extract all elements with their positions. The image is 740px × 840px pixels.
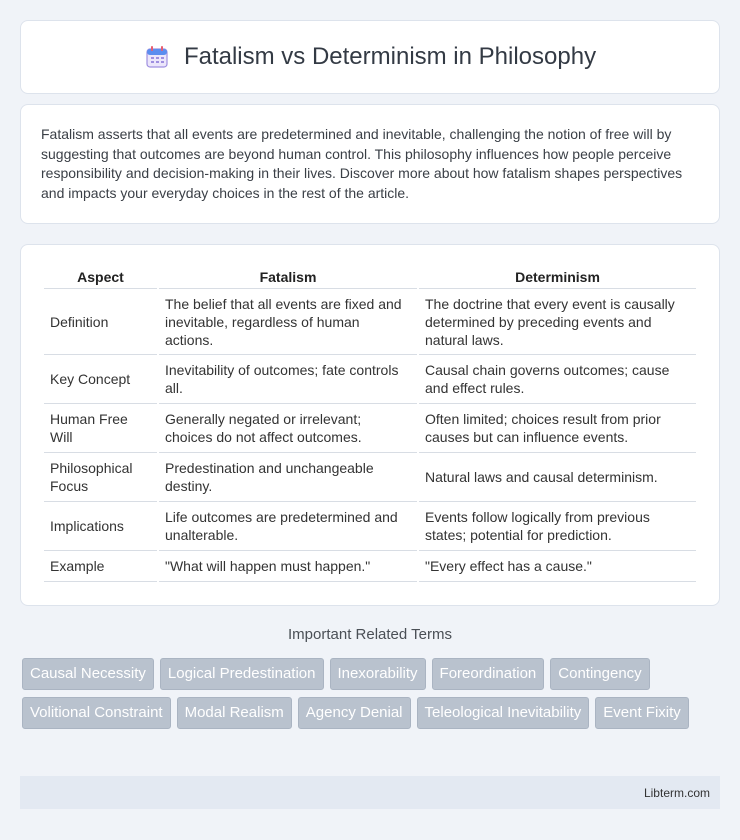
related-terms-list xyxy=(22,658,722,736)
table-row xyxy=(44,502,696,551)
footer xyxy=(20,776,720,809)
table-row xyxy=(44,453,696,502)
table-cell: "What will happen must happen." xyxy=(159,551,417,582)
term-tag[interactable]: Contingency xyxy=(550,658,649,690)
term-tag[interactable]: Agency Denial xyxy=(298,697,411,729)
table-cell: Implications xyxy=(44,502,157,551)
table-row xyxy=(44,289,696,355)
table-cell: Inevitability of outcomes; fate controls all. xyxy=(159,355,417,404)
term-tag[interactable]: Causal Necessity xyxy=(22,658,154,690)
page-title: Fatalism vs Determinism in Philosophy xyxy=(183,43,597,70)
term-tag[interactable]: Event Fixity xyxy=(595,697,689,729)
table-cell: Life outcomes are predetermined and unalterable. xyxy=(159,502,417,551)
comparison-table-card xyxy=(20,244,720,606)
calendar-icon xyxy=(144,44,170,70)
comparison-table xyxy=(42,265,698,582)
related-terms-title: Important Related Terms xyxy=(288,626,452,643)
column-header: Determinism xyxy=(419,265,696,289)
table-row xyxy=(44,551,696,582)
table-header-row xyxy=(44,265,696,289)
table-cell: Often limited; choices result from prior causes but can influence events. xyxy=(419,404,696,453)
table-cell: Natural laws and causal determinism. xyxy=(419,453,696,502)
table-cell: Definition xyxy=(44,289,157,355)
table-cell: Philosophical Focus xyxy=(44,453,157,502)
table-cell: Example xyxy=(44,551,157,582)
table-cell: "Every effect has a cause." xyxy=(419,551,696,582)
table-cell: Key Concept xyxy=(44,355,157,404)
table-cell: Predestination and unchangeable destiny. xyxy=(159,453,417,502)
table-cell: Human Free Will xyxy=(44,404,157,453)
column-header: Fatalism xyxy=(159,265,417,289)
header-card xyxy=(20,20,720,94)
term-tag[interactable]: Teleological Inevitability xyxy=(417,697,590,729)
intro-card xyxy=(20,104,720,224)
footer-site-link[interactable]: Libterm.com xyxy=(643,785,710,800)
table-cell: Events follow logically from previous states; potential for prediction. xyxy=(419,502,696,551)
term-tag[interactable]: Volitional Constraint xyxy=(22,697,171,729)
table-cell: The doctrine that every event is causally determined by preceding events and natural laws. xyxy=(419,289,696,355)
table-row xyxy=(44,404,696,453)
term-tag[interactable]: Logical Predestination xyxy=(160,658,324,690)
table-cell: Causal chain governs outcomes; cause and effect rules. xyxy=(419,355,696,404)
intro-text: Fatalism asserts that all events are predetermined and inevitable, challenging the notion of free will by suggesting that outcomes are beyond human control. This philosophy influences how people perceive responsibility and decision-making in their lives. Discover more about how fatalism shapes perspectives and impacts your everyday choices in the rest of the article. xyxy=(41,126,683,201)
term-tag[interactable]: Foreordination xyxy=(432,658,545,690)
table-cell: The belief that all events are fixed and inevitable, regardless of human actions. xyxy=(159,289,417,355)
column-header: Aspect xyxy=(44,265,157,289)
table-cell: Generally negated or irrelevant; choices do not affect outcomes. xyxy=(159,404,417,453)
term-tag[interactable]: Modal Realism xyxy=(177,697,292,729)
table-row xyxy=(44,355,696,404)
term-tag[interactable]: Inexorability xyxy=(330,658,426,690)
